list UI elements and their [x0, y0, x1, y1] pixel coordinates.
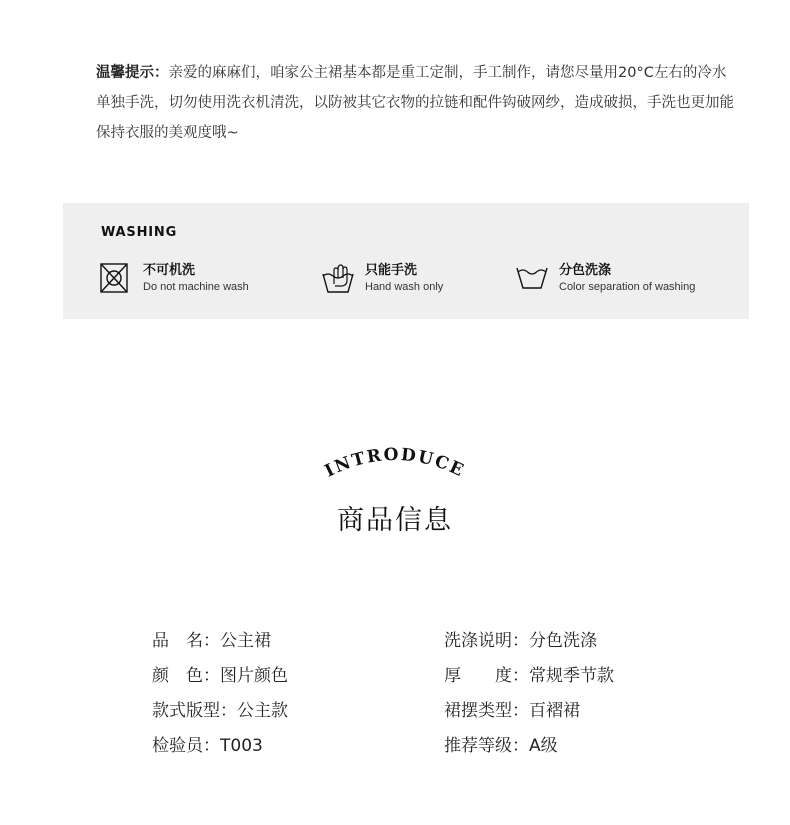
washing-panel [63, 203, 749, 319]
info-key: 款式版型： [152, 701, 237, 721]
section-title: 商品信息 [337, 505, 453, 536]
info-value: 百褶裙 [529, 701, 580, 721]
info-value: A级 [529, 736, 558, 756]
introduce-arc-text: INTRODUCE [321, 444, 469, 482]
info-row [444, 696, 580, 721]
care-tip-label: 温馨提示： [96, 65, 169, 81]
info-key: 洗涤说明： [444, 631, 529, 651]
wash-item-en: Hand wash only [365, 281, 444, 293]
info-value: 分色洗涤 [529, 631, 597, 651]
info-key: 厚 度： [444, 666, 529, 686]
info-key: 推荐等级： [444, 736, 529, 756]
care-tip-text: 亲爱的麻麻们，咱家公主裙基本都是重工定制，手工制作，请您尽量用20°C左右的冷水单独手洗，切勿使用洗衣机清洗，以防被其它衣物的拉链和配件钩破网纱，造成破损，手洗也更加能保持衣服的美观度哦~ [96, 65, 734, 141]
care-tip [96, 58, 736, 148]
info-value: 公主款 [237, 701, 288, 721]
info-row [152, 731, 263, 756]
info-row [444, 661, 614, 686]
info-row [444, 626, 597, 651]
introduce-arc [295, 438, 495, 498]
info-key: 品 名： [152, 631, 220, 651]
info-value: 常规季节款 [529, 666, 614, 686]
wash-item-en: Color separation of washing [559, 281, 696, 293]
wash-item-en: Do not machine wash [143, 281, 249, 293]
wash-tub-icon [515, 262, 549, 292]
info-value: 公主裙 [220, 631, 271, 651]
info-row [152, 696, 288, 721]
info-row [152, 626, 271, 651]
wash-item-cn: 不可机洗 [143, 263, 196, 278]
no-machine-wash-icon [99, 262, 129, 294]
wash-item-cn: 分色洗涤 [559, 263, 612, 278]
info-row [152, 661, 288, 686]
info-key: 检验员： [152, 736, 220, 756]
washing-title: WASHING [101, 225, 178, 240]
wash-item-cn: 只能手洗 [365, 263, 418, 278]
info-value: T003 [220, 736, 263, 756]
info-key: 颜 色： [152, 666, 220, 686]
hand-wash-icon [321, 262, 355, 294]
info-value: 图片颜色 [220, 666, 288, 686]
info-row [444, 731, 558, 756]
info-key: 裙摆类型： [444, 701, 529, 721]
